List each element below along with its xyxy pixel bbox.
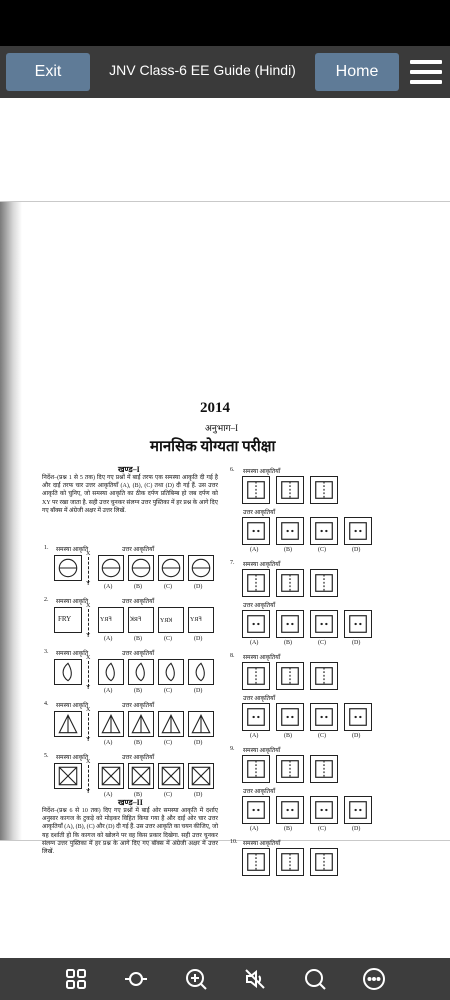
problem-figure bbox=[276, 662, 304, 690]
option-letter: (C) bbox=[164, 584, 172, 590]
option-letter: (A) bbox=[250, 826, 259, 832]
problem-figure bbox=[242, 755, 270, 783]
problem-figures-label: समस्या आकृतियाँ bbox=[243, 655, 281, 661]
answer-figure: YЯꞰ bbox=[158, 607, 184, 633]
question-number: 3. bbox=[44, 649, 49, 655]
option-letter: (B) bbox=[134, 688, 142, 694]
problem-figure bbox=[54, 711, 82, 737]
option-letter: (B) bbox=[284, 547, 292, 553]
answer-figure: ꓘЯꟻ bbox=[128, 607, 154, 633]
option-letter: (A) bbox=[104, 740, 113, 746]
answer-figure bbox=[310, 796, 338, 824]
option-letter: (B) bbox=[134, 584, 142, 590]
answer-figures-label: उत्तर आकृतियाँ bbox=[122, 599, 155, 605]
answer-figure bbox=[188, 659, 214, 685]
problem-figure bbox=[310, 476, 338, 504]
problem-figure bbox=[276, 476, 304, 504]
answer-figure bbox=[242, 796, 270, 824]
problem-figures-label: समस्या आकृतियाँ bbox=[243, 562, 281, 568]
answer-figure bbox=[128, 763, 154, 789]
mirror-x-label: X bbox=[86, 759, 91, 765]
option-letter: (B) bbox=[284, 733, 292, 739]
option-letter: (B) bbox=[134, 740, 142, 746]
answer-figure bbox=[158, 763, 184, 789]
answer-figure bbox=[158, 555, 184, 581]
answer-figure bbox=[276, 796, 304, 824]
option-letter: (A) bbox=[250, 733, 259, 739]
mirror-y-label: Y bbox=[86, 633, 91, 639]
rotate-icon[interactable] bbox=[124, 967, 148, 991]
answer-figures-label: उत्तर आकृतियाँ bbox=[122, 651, 155, 657]
answer-figure bbox=[276, 517, 304, 545]
answer-figure bbox=[310, 703, 338, 731]
option-letter: (D) bbox=[194, 688, 203, 694]
problem-figure bbox=[242, 662, 270, 690]
question-number: 9. bbox=[230, 746, 235, 752]
option-letter: (D) bbox=[352, 826, 361, 832]
option-letter: (D) bbox=[352, 547, 361, 553]
exam-title: मानसिक योग्यता परीक्षा bbox=[150, 439, 276, 455]
question-number: 1. bbox=[44, 545, 49, 551]
part2-heading: खण्ड–II bbox=[118, 798, 143, 807]
question-number: 4. bbox=[44, 701, 49, 707]
mirror-y-label: Y bbox=[86, 737, 91, 743]
answer-figure bbox=[128, 555, 154, 581]
answer-figure bbox=[344, 796, 372, 824]
mirror-line bbox=[88, 713, 90, 739]
mirror-line bbox=[88, 609, 90, 635]
bottom-toolbar bbox=[0, 958, 450, 1000]
answer-figure: YЯꟻ bbox=[98, 607, 124, 633]
problem-figure bbox=[54, 763, 82, 789]
grid-icon[interactable] bbox=[64, 967, 88, 991]
question-number: 8. bbox=[230, 653, 235, 659]
answer-figure bbox=[98, 659, 124, 685]
option-letter: (B) bbox=[134, 636, 142, 642]
problem-figure bbox=[242, 569, 270, 597]
answer-figure bbox=[158, 711, 184, 737]
mirror-x-label: X bbox=[86, 655, 91, 661]
problem-figure bbox=[54, 555, 82, 581]
mirror-x-label: X bbox=[86, 707, 91, 713]
option-letter: (A) bbox=[250, 640, 259, 646]
problem-figure bbox=[310, 662, 338, 690]
answer-figures-label: उत्तर आकृतियाँ bbox=[243, 603, 276, 609]
answer-figures-label: उत्तर आकृतियाँ bbox=[122, 547, 155, 553]
problem-figure bbox=[276, 755, 304, 783]
app-title: JNV Class-6 EE Guide (Hindi) bbox=[109, 62, 296, 78]
problem-figure bbox=[310, 755, 338, 783]
problem-figure bbox=[242, 848, 270, 876]
problem-figure bbox=[276, 569, 304, 597]
answer-figures-label: उत्तर आकृतियाँ bbox=[122, 755, 155, 761]
mirror-line bbox=[88, 661, 90, 687]
answer-figure bbox=[128, 659, 154, 685]
problem-figure-label: समस्या आकृति bbox=[56, 547, 89, 553]
option-letter: (A) bbox=[250, 547, 259, 553]
problem-figures-label: समस्या आकृतियाँ bbox=[243, 469, 281, 475]
problem-figure bbox=[310, 848, 338, 876]
option-letter: (D) bbox=[194, 636, 203, 642]
menu-icon[interactable] bbox=[410, 60, 442, 84]
question-number: 5. bbox=[44, 753, 49, 759]
answer-figure bbox=[310, 517, 338, 545]
problem-figures-label: समस्या आकृतियाँ bbox=[243, 748, 281, 754]
part1-instructions: निर्देश–(प्रश्न 1 से 5 तक) दिए गए प्रश्नों में बाईं तरफ एक समस्या आकृति दी गई है और दाईं तरफ चार उत्तर आकृतियाँ (A), (B), (C) तथा (D) दी गई हैं. उस उत्तर आकृति को चुनिए, जो समस्या आकृति का ठीक दर्पण प्रतिबिम्ब हो जब दर्पण को XY पर रखा जाता है. सही उत्तर चुनकर संलग्न उत्तर पुस्तिका में हर प्रश्न के आगे दिए गए बॉक्स में अंग्रेजी अक्षर में उत्तर लिखें. bbox=[42, 475, 218, 514]
answer-figure bbox=[98, 763, 124, 789]
answer-figures-label: उत्तर आकृतियाँ bbox=[122, 703, 155, 709]
answer-figure bbox=[98, 555, 124, 581]
answer-figure bbox=[276, 610, 304, 638]
option-letter: (D) bbox=[194, 740, 203, 746]
mute-icon[interactable] bbox=[243, 967, 267, 991]
mirror-y-label: Y bbox=[86, 789, 91, 795]
mirror-x-label: X bbox=[86, 551, 91, 557]
part1-heading: खण्ड–I bbox=[118, 465, 140, 474]
answer-figure bbox=[128, 711, 154, 737]
answer-figure bbox=[310, 610, 338, 638]
answer-figure bbox=[242, 610, 270, 638]
mirror-x-label: X bbox=[86, 603, 91, 609]
answer-figures-label: उत्तर आकृतियाँ bbox=[243, 696, 276, 702]
answer-figure bbox=[188, 711, 214, 737]
problem-figure-label: समस्या आकृति bbox=[56, 651, 89, 657]
problem-figure-label: समस्या आकृति bbox=[56, 599, 89, 605]
question-number: 10. bbox=[230, 839, 238, 845]
part2-instructions: निर्देश–(प्रश्न 6 से 10 तक) दिए गए प्रश्नों में बाईं ओर समस्या आकृति में दर्शाए अनुसार कागज के टुकड़े को मोड़कर विहित किया गया है और दाईं ओर चार उत्तर आकृतियाँ (A), (B), (C) और (D) दी गई हैं. उस उत्तर आकृति का चयन कीजिए, जो यह दर्शाती हो कि कागज को खोलने पर वह किस प्रकार दिखेगा. सही उत्तर चुनकर संलग्न उत्तर पुस्तिका में हर प्रश्न के आगे दिए गए बॉक्स में अंग्रेजी अक्षर में उत्तर लिखें. bbox=[42, 808, 218, 856]
option-letter: (A) bbox=[104, 584, 113, 590]
option-letter: (D) bbox=[352, 733, 361, 739]
mirror-y-label: Y bbox=[86, 581, 91, 587]
mirror-line bbox=[88, 557, 90, 583]
option-letter: (C) bbox=[164, 636, 172, 642]
search-icon[interactable] bbox=[303, 967, 327, 991]
option-letter: (C) bbox=[164, 740, 172, 746]
option-letter: (B) bbox=[284, 640, 292, 646]
option-letter: (C) bbox=[164, 792, 172, 798]
answer-figure: YЯꟻ bbox=[188, 607, 214, 633]
problem-figure bbox=[242, 476, 270, 504]
answer-figure bbox=[242, 517, 270, 545]
section-label: अनुभाग–I bbox=[205, 423, 239, 433]
option-letter: (A) bbox=[104, 792, 113, 798]
option-letter: (A) bbox=[104, 636, 113, 642]
document-viewer[interactable] bbox=[0, 98, 450, 958]
option-letter: (C) bbox=[318, 640, 326, 646]
option-letter: (D) bbox=[194, 792, 203, 798]
page-fold-shadow bbox=[0, 202, 22, 840]
answer-figure bbox=[98, 711, 124, 737]
option-letter: (C) bbox=[318, 826, 326, 832]
answer-figure bbox=[158, 659, 184, 685]
problem-figure bbox=[276, 848, 304, 876]
page-year: 2014 bbox=[200, 400, 230, 416]
document-page bbox=[0, 201, 450, 856]
option-letter: (C) bbox=[318, 733, 326, 739]
option-letter: (D) bbox=[352, 640, 361, 646]
option-letter: (B) bbox=[284, 826, 292, 832]
problem-figure-label: समस्या आकृति bbox=[56, 703, 89, 709]
problem-figures-label: समस्या आकृतियाँ bbox=[243, 841, 281, 847]
answer-figure bbox=[188, 555, 214, 581]
answer-figure bbox=[188, 763, 214, 789]
home-button[interactable]: Home bbox=[315, 53, 399, 91]
problem-figure bbox=[310, 569, 338, 597]
problem-figure: FRY bbox=[54, 607, 82, 633]
zoom-in-icon[interactable] bbox=[184, 967, 208, 991]
question-number: 2. bbox=[44, 597, 49, 603]
answer-figure bbox=[344, 703, 372, 731]
answer-figure bbox=[344, 610, 372, 638]
problem-figure-label: समस्या आकृति bbox=[56, 755, 89, 761]
option-letter: (D) bbox=[194, 584, 203, 590]
option-letter: (C) bbox=[164, 688, 172, 694]
more-icon[interactable] bbox=[362, 967, 386, 991]
exit-button[interactable]: Exit bbox=[6, 53, 90, 91]
mirror-y-label: Y bbox=[86, 685, 91, 691]
answer-figures-label: उत्तर आकृतियाँ bbox=[243, 510, 276, 516]
answer-figures-label: उत्तर आकृतियाँ bbox=[243, 789, 276, 795]
app-bar bbox=[0, 46, 450, 98]
problem-figure bbox=[54, 659, 82, 685]
answer-figure bbox=[344, 517, 372, 545]
mirror-line bbox=[88, 765, 90, 791]
option-letter: (C) bbox=[318, 547, 326, 553]
option-letter: (B) bbox=[134, 792, 142, 798]
status-bar bbox=[0, 0, 450, 46]
answer-figure bbox=[276, 703, 304, 731]
question-number: 7. bbox=[230, 560, 235, 566]
question-number: 6. bbox=[230, 467, 235, 473]
answer-figure bbox=[242, 703, 270, 731]
option-letter: (A) bbox=[104, 688, 113, 694]
